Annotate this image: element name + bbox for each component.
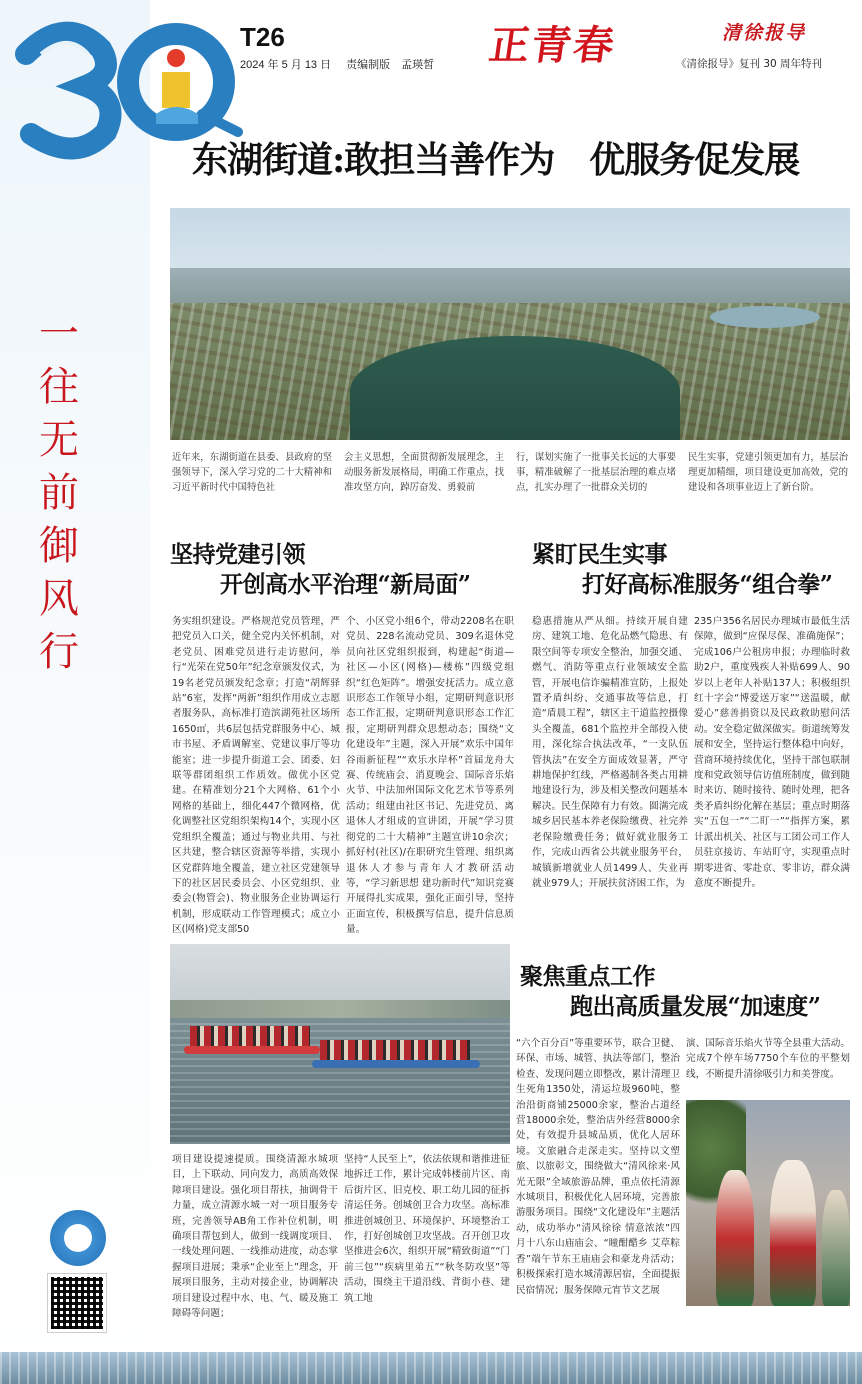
section-party-title-1: 坚持党建引领 [170, 541, 305, 568]
edition-note: 《清徐报导》复刊 30 周年特刊 [676, 58, 823, 70]
section-projects-title-2: 跑出高质量发展“加速度” [570, 993, 821, 1020]
vertical-slogan [34, 308, 84, 679]
section-party-col-2: 个、小区党小组6个，带动2208名在职党员、228名流动党员、309名退休党员向社区党组织报到，构建起“街道—社区—小区(网格)—楼栋”四级党组织“红色矩阵”。增强安抚活力。成立意识形态工作领导小组，定期研判意识形态工作汇报，定期研判意识形态工作汇报，定期研判群众思想动态；围绕“文化建设年”主题，深入开展“欢乐中国年 谷雨新征程”“欢乐水岸杯”首届龙舟大赛、传统庙会、消夏晚会、国际音乐焰火节、中法加州国际文化艺术节等系列活动；组建由社区书记、先进党员、离退休人才组成的宣讲团，开展“学习贯彻党的二十大精神”主题宣讲10余次；抓好村(社区)/在职研究生管理、组织离退休人才参与青年人才教研活动等，“学习新思想 建功新时代”知识竞赛开展得扎实成果，强化正面引导，坚持正面宣传，积极撰写信息，提升信息质量。 [346, 616, 514, 936]
section-livelihood-col-1: 稳惠措施从严从细。持续开展自建房、建筑工地、危化品燃气隐患、有限空间等专项安全整治，加强交通、燃气、消防等重点行业领域安全监管，开展电信诈骗精准宣防，上报处置矛盾纠纷、交通事故等信息，打造“盾晨工程”，辖区主干道监控摄像头全覆盖，681个监控并全部投入使用，深化综合执法改革，“一支队伍管执法”在安全方面成效显著，严守耕地保护红线，严格遏制各类占用耕地建设行为，涉及相关整改问题基本解决。民生保障有力有效。圆满完成城乡居民基本养老保险缴费、社完养老保险缴费任务；做好就业服务工作，完成山西省公共就业服务平台，城镇新增就业人员1499人、失业再就业979人；开展扶贫济困工作，为 [532, 616, 688, 889]
intro-col-3: 行，谋划实施了一批事关长远的大事要事，精准破解了一批基层治理的难点堵点，扎实办理了一批群众关切的 [516, 452, 676, 493]
intro-col-2: 会主义思想，全面贯彻新发展理念，主动服务新发展格局，明确工作重点，找准攻坚方向，踔厉奋发、勇毅前 [344, 452, 504, 493]
section-projects-col-4: 演、国际音乐焰火节等全县重大活动。完成7个停车场7750个车位的平整划线，不断提升清徐吸引力和美誉度。 [686, 1038, 850, 1080]
left-decor-band [0, 0, 150, 1384]
section-livelihood-title-1: 紧盯民生实事 [532, 541, 667, 568]
intro-col-1: 近年来，东湖街道在县委、县政府的坚强领导下，深入学习党的二十大精神和习近平新时代中国特色社 [172, 452, 332, 493]
slogan-char: 御 [39, 523, 79, 569]
section-livelihood-title-2: 打好高标准服务“组合拳” [582, 571, 833, 598]
slogan-char: 往 [39, 364, 79, 410]
section-party-col-1: 务实组织建设。严格规范党员管理，严把党员入口关，健全党内关怀机制，对老党员、困难党员进行走访慰问，举行“光荣在党50年”纪念章颁发仪式，为19名老党员颁发纪念章；打造“胡辉驿站”6室，发挥“两新”组织作用成立志愿者服务队，高标准打造滨湖苑社区场所1650㎡，共6层包括党群服务中心、城市书屋、矛盾调解室、党建议事厅等功能室；进一步提升街道工会、团委、妇联等群团组织工作质效。做优小区党建。在精准划分21个大网格、61个小网格的基础上，细化447个微网格，优化调整社区党组织架构14个，实现小区党组织全覆盖；通过与物业共用、与社区共建，整合辖区资源等举措，实现小区党群阵地全覆盖，建立社区党建领导下的社区居民委员会、小区党组织、业委会(物管会)、物业服务企业协调运行机制，形成联动工作管理模式；成立小区(网格)党支部50 [172, 616, 340, 936]
newspaper-name: 清徐报导 [722, 22, 807, 44]
section-title: 正青春 [486, 22, 619, 69]
page-number: T26 [240, 22, 285, 52]
section-projects-title-1: 聚焦重点工作 [520, 963, 655, 990]
section-party-title-2: 开创高水平治理“新局面” [220, 571, 471, 598]
bottom-skyline-decor [0, 1352, 862, 1384]
dragon-boat-photo [170, 944, 510, 1144]
section-projects-col-3: “六个百分百”等重要环节，联合卫健、环保、市场、城管、执法等部门，整治检查、发现问题立即整改，累计清理卫生死角1350处，清运垃圾960吨，整治沿街商铺25000余家，整治占道经营18000余处，整治店外经营8000余处，有效提升县城品质，优化人居环境。文旅融合走深走实。坚持以文塑旅、以旅彰文，围绕做大“清风徐来·风光无限”全域旅游品牌，重点依托清源水城项目，积极优化人居环境，完善旅游服务项目。围绕“文化建设年”主题活动，成功举办“清风徐徐 情意浓浓”四月十八东山庙庙会、“瞳酣醋乡 艾草粽香”端午节东王庙庙会和豪龙舟活动；积极探索打造水城清源居宿，全面提振民宿情况；服务保障元宵节文艺展 [516, 1038, 680, 1296]
qr-code-icon[interactable] [48, 1274, 106, 1332]
app-badge-icon[interactable] [50, 1210, 106, 1266]
slogan-char: 无 [39, 417, 79, 463]
intro-col-4: 民生实事，党建引领更加有力，基层治理更加精细，项目建设更加高效，党的建设和各项事业迈上了新台阶。 [688, 452, 848, 493]
city-panorama-photo [170, 208, 850, 440]
issue-date: 2024 年 5 月 13 日 [240, 59, 332, 71]
page-headline: 东湖街道:敢担当善作为 优服务促发展 [192, 139, 800, 181]
festival-parade-photo [686, 1100, 850, 1306]
section-livelihood-col-2: 235户356名居民办理城市最低生活保障，做到“应保尽保、准确施保”；完成106户公租房申报；办理临时救助2户，重度残疾人补贴699人、90岁以上老年人补贴137人；积极组织红十字会“博爱送万家”“送温暖，献爱心”慈善捐资以及民政救助慰问活动。安全稳定做深做实。街道统筹发展和安全，坚持运行整体稳中向好，营商环境持续优化，坚持干部包联制度和党政领导信访值班制度，做到随时来访、随时接待、随时处理，把各类矛盾纠纷化解在基层；重点时期落实“五包一”“二盯一”“指挥方案，累计派出机关、社区与工团公司工作人员驻京接访、车站盯守，实现重点时期零进省、零赴京、零非访，群众满意度不断提升。 [694, 616, 850, 889]
editor-credit: 责编制版 孟瑛皙 [346, 59, 435, 71]
section-projects-col-2: 坚持“人民至上”，依法依规和谐推进征地拆迁工作，累计完成韩楼前片区、南后街片区、旧克校、职工幼儿园的征拆清运任务。创城创卫合力攻坚。高标准推进创城创卫、环境保护、环境整治工作，打好创城创卫攻坚战。召开创卫攻坚推进会6次，组织开展“精致街道”“门前三包”“疾病里弟五”“秋冬防攻坚”等活动，围绕主干道沿线、背街小巷、建筑工地 [344, 1154, 510, 1304]
qr-code-group [48, 1210, 106, 1332]
slogan-char: 前 [39, 470, 79, 516]
issue-meta [240, 56, 446, 72]
slogan-char: 行 [39, 629, 79, 675]
slogan-char: 一 [39, 311, 79, 357]
section-projects-col-1: 项目建设提速提质。围绕清源水城项目，上下联动、同向发力，高质高效保障项目建设。强化项目帮扶，抽调骨干力量，成立清源水城一对一项目服务专班，完善领导AB角工作补位机制，明确项目帮包到人，做到一线调度项目、一线处理问题、一线推动进度，动态掌握项目进展；秉承“企业至上”理念，开展项目服务，主动对接企业，协调解决项目建设过程中水、电、气、暖及施工障碍等问题； [172, 1154, 338, 1320]
slogan-char: 风 [39, 576, 79, 622]
